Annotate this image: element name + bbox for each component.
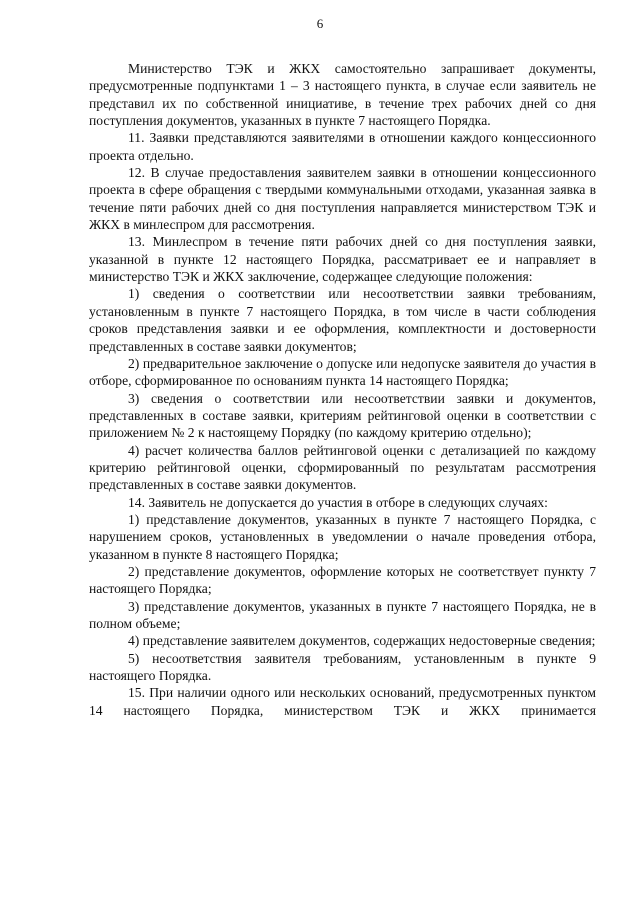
paragraph-item-14-sub-2: 2) представление документов, оформление которых не соответствует пункту 7 настоящего Порядка;	[89, 563, 596, 597]
paragraph-item-13-sub-4: 4) расчет количества баллов рейтинговой оценки с детализацией по каждому критерию рейтинговой оценки, сформированный по результатам рассмотрения представленных в составе заявки документов.	[89, 442, 596, 493]
paragraph-item-14-sub-5: 5) несоответствия заявителя требованиям, установленным в пункте 9 настоящего Порядка.	[89, 650, 596, 684]
page-number: 6	[316, 16, 324, 31]
paragraph-item-15: 15. При наличии одного или нескольких оснований, предусмотренных пунктом 14 настоящего Порядка, министерством ТЭК и ЖКХ принимается	[89, 685, 596, 718]
paragraph-item-13: 13. Минлеспром в течение пяти рабочих дней со дня поступления заявки, указанной в пункте 12 настоящего Порядка, рассматривает ее и направляет в министерство ТЭК и ЖКХ заключение, содержащее следующие положения:	[89, 234, 596, 285]
paragraph-item-13-sub-3: 3) сведения о соответствии или несоответствии заявки и документов, представленных в составе заявки, критериям рейтинговой оценки в соответствии с приложением № 2 к настоящему Порядку (по каждому критерию отдельно);	[89, 390, 596, 441]
paragraph-item-11: 11. Заявки представляются заявителями в отношении каждого концессионного проекта отдельно.	[89, 130, 596, 163]
document-body	[89, 60, 596, 719]
paragraph-item-13-sub-1: 1) сведения о соответствии или несоответствии заявки требованиям, установленным в пункте 7 настоящего Порядка, в том числе в части соблюдения сроков представления заявки и ее оформления, комплектности и достоверности представленных в составе заявки документов;	[89, 286, 596, 354]
paragraph-item-14-sub-1: 1) представление документов, указанных в пункте 7 настоящего Порядка, с нарушением сроков, установленных в уведомлении о начале проведения отбора, указанном в пункте 8 настоящего Порядка;	[89, 511, 596, 562]
paragraph-item-14-sub-3: 3) представление документов, указанных в пункте 7 настоящего Порядка, не в полном объеме;	[89, 598, 596, 631]
paragraph-item-13-sub-2: 2) предварительное заключение о допуске или недопуске заявителя до участия в отборе, сформированное по основаниям пункта 14 настоящего Порядка;	[89, 355, 596, 389]
paragraph-item-12: 12. В случае предоставления заявителем заявки в отношении концессионного проекта в сфере обращения с твердыми коммунальными отходами, указанная заявка в течение пяти рабочих дней со дня поступления направляется министерством ТЭК и ЖКХ в минлеспром для рассмотрения.	[89, 165, 596, 233]
paragraph-item-14-sub-4: 4) представление заявителем документов, содержащих недостоверные сведения;	[128, 633, 596, 649]
paragraph-request-documents: Министерство ТЭК и ЖКХ самостоятельно запрашивает документы, предусмотренные подпунктами 1 – 3 настоящего пункта, в случае если заявитель не представил их по собственной инициативе, в течение трех рабочих дней со дня поступления документов, указанных в пункте 7 настоящего Порядка.	[89, 61, 596, 129]
paragraph-item-14: 14. Заявитель не допускается до участия в отборе в следующих случаях:	[128, 494, 548, 510]
